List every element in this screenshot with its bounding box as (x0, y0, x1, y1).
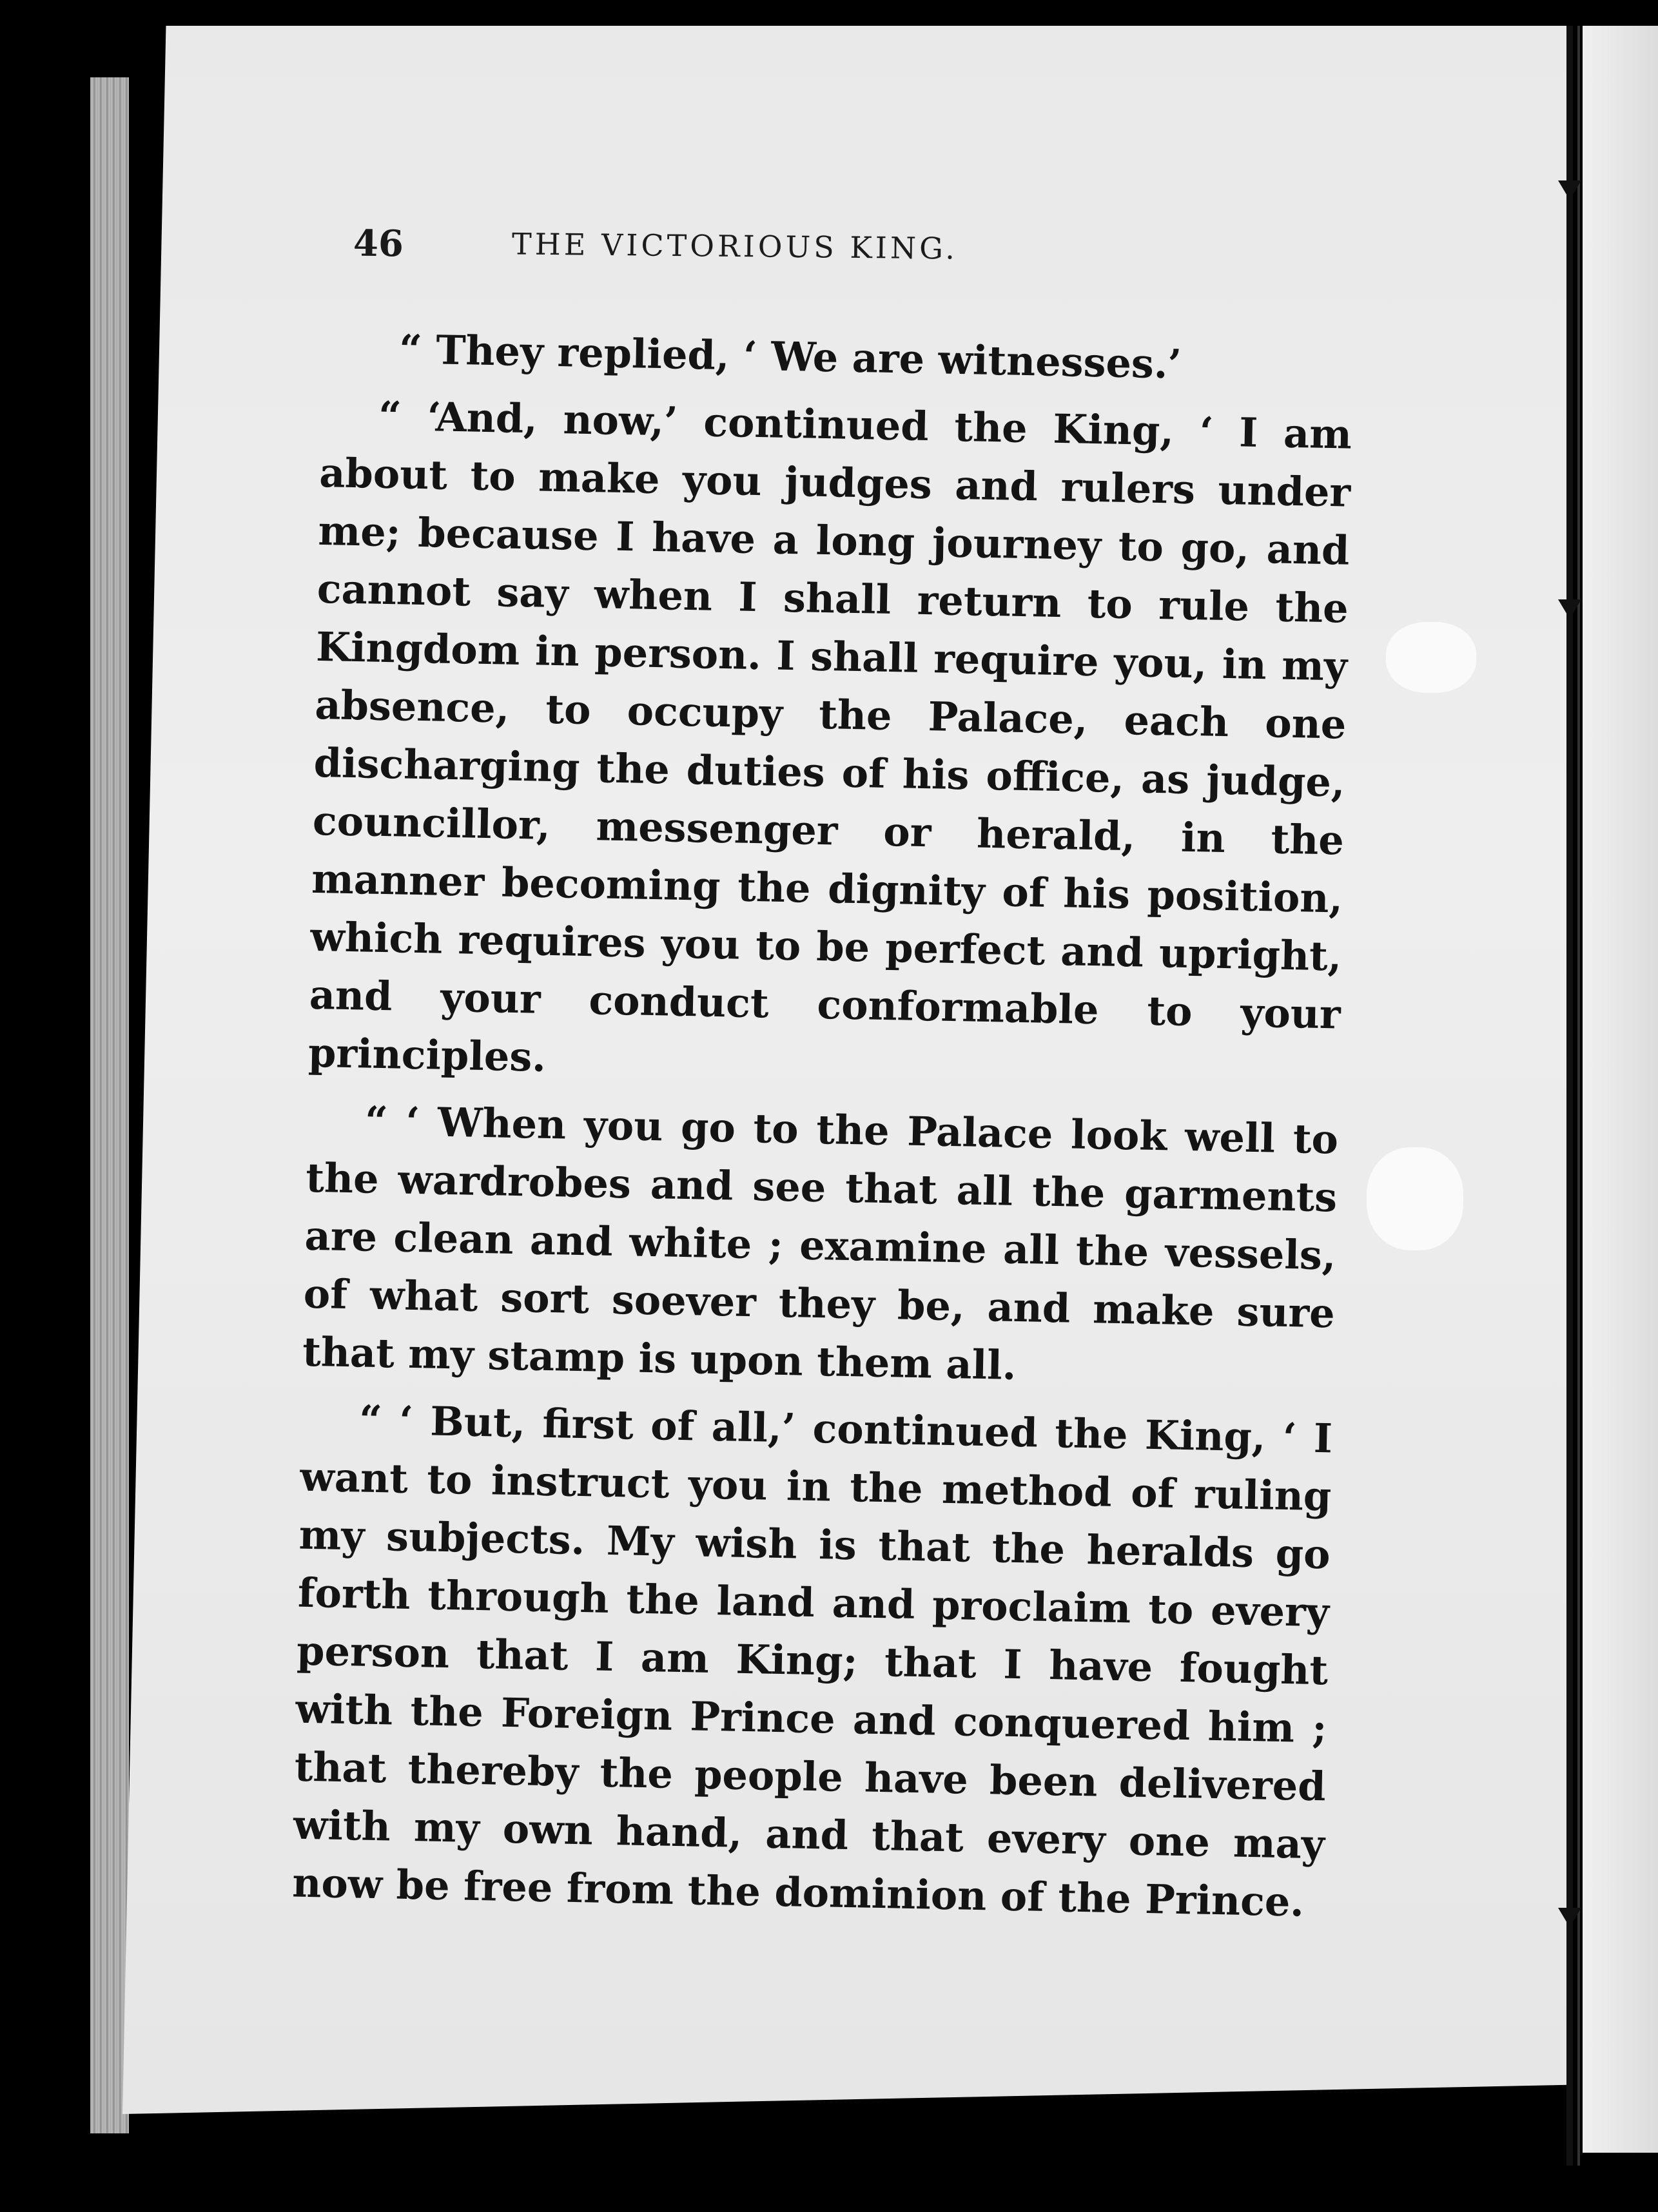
paragraph: “ They replied, ‘ We are witnesses.’ (398, 325, 1182, 388)
paragraph: “ ‘And, now,’ continued the King, ‘ I am about to make you judges and rulers under me; because I have a long journey to go, and cannot say when I shall return to rule the Kingdom in person. I shall require you, in my absence, to occupy the Palace, each one discharging the duties of his office, as judge, councillor, messenger or herald, in the manner becoming the dignity of his position, which requires you to be perfect and upright, and your conduct conformable to your principles. (307, 392, 1352, 1081)
binding-stitch-marker (1558, 599, 1581, 619)
facing-page-edge (1583, 26, 1658, 2153)
page-number: 46 (353, 222, 404, 266)
body-text (291, 319, 1353, 1941)
running-head: THE VICTORIOUS KING. (511, 226, 959, 266)
gutter-line (1566, 26, 1573, 2166)
binding-stitch-marker (1558, 180, 1581, 200)
page-edges (90, 77, 129, 2133)
binding-stitch-marker (1558, 1908, 1581, 1927)
gutter-line-inner (1577, 26, 1580, 2166)
paper-blemish (1367, 1147, 1463, 1250)
paragraph: “ ‘ But, first of all,’ continued the King, ‘ I want to instruct you in the method of ruling my subjects. My wish is that the heralds go forth through the land and proclaim to every person that I am King; that I have fought with the Foreign Prince and conquered him ; that thereby the people have been delivered with my own hand, and that every one may now be free from the dominion of the Prince. (291, 1396, 1333, 1926)
paper-blemish (1386, 622, 1476, 693)
paragraph: “ ‘ When you go to the Palace look well to the wardrobes and see that all the garments are clean and white ; examine all the vessels, of what sort soever they be, and make sure that my stamp is upon them all. (302, 1097, 1339, 1389)
